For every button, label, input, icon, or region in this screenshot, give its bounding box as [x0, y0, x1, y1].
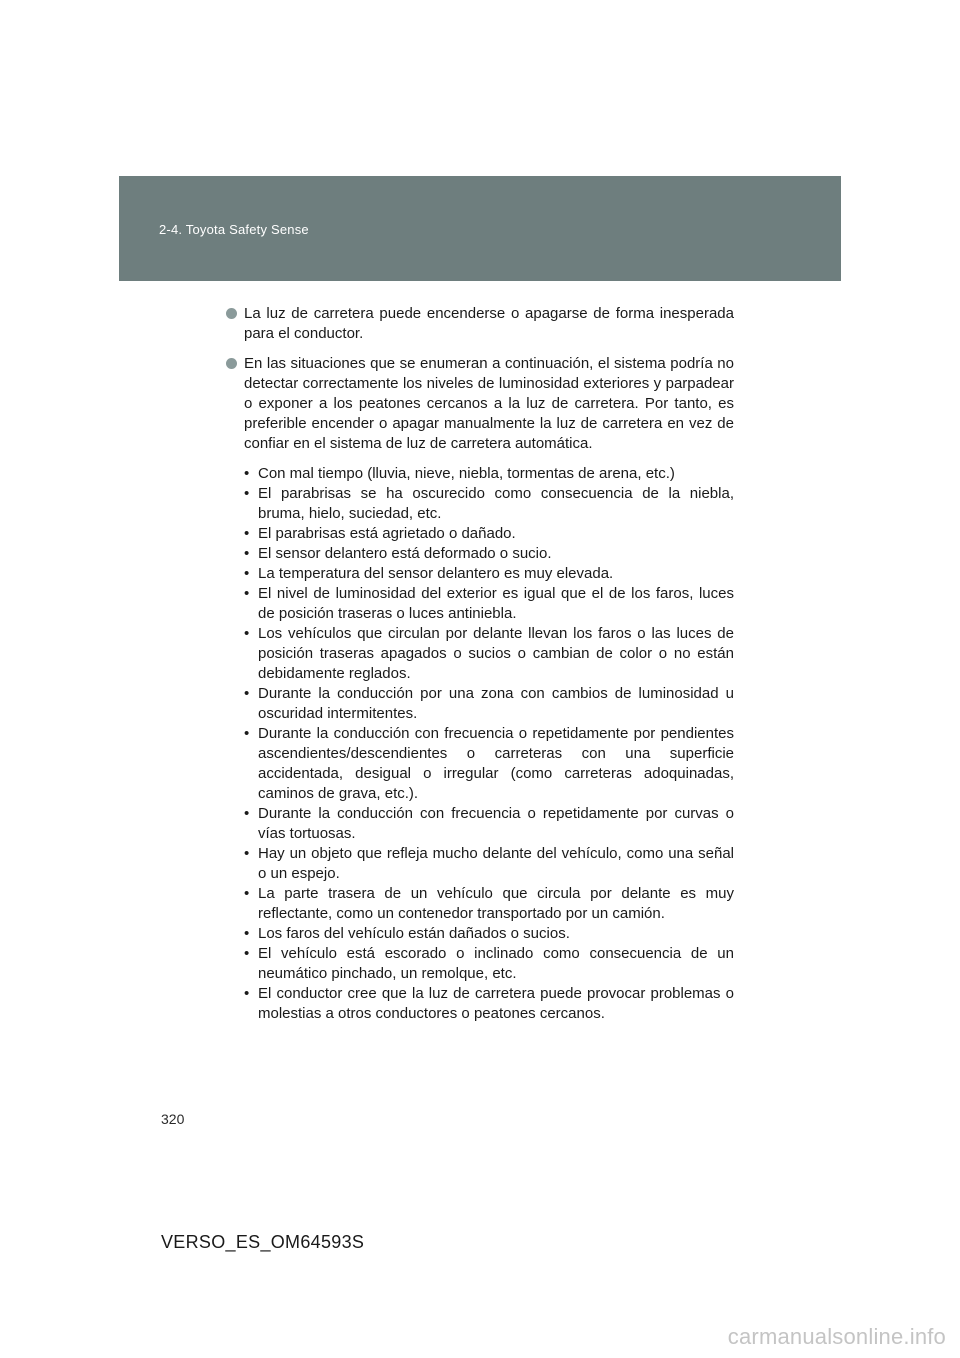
- list-marker: •: [244, 885, 250, 902]
- list-item-text: El sensor delantero está deformado o sucio.: [258, 545, 552, 562]
- list-item-text: El nivel de luminosidad del exterior es igual que el de los faros, luces de posición traseras o luces antiniebla.: [258, 585, 734, 622]
- list-item-text: El parabrisas se ha oscurecido como consecuencia de la niebla, bruma, hielo, suciedad, etc.: [258, 485, 734, 522]
- list-item: [244, 464, 734, 484]
- list-item-text: Hay un objeto que refleja mucho delante del vehículo, como una señal o un espejo.: [258, 845, 734, 882]
- bullet-dot-icon: [226, 358, 237, 369]
- bullet-item: [224, 304, 734, 344]
- list-marker: •: [244, 465, 250, 482]
- section-header-band: [119, 176, 841, 281]
- list-item: [244, 804, 734, 844]
- condition-list: [244, 464, 734, 1024]
- list-marker: •: [244, 565, 250, 582]
- list-item-text: El parabrisas está agrietado o dañado.: [258, 525, 516, 542]
- watermark: carmanualsonline.info: [727, 1324, 946, 1349]
- list-item: [244, 884, 734, 924]
- list-item-text: Durante la conducción con frecuencia o repetidamente por curvas o vías tortuosas.: [258, 805, 734, 842]
- list-marker: •: [244, 985, 250, 1002]
- list-item: [244, 944, 734, 984]
- list-marker: •: [244, 685, 250, 702]
- list-marker: •: [244, 545, 250, 562]
- list-item: [244, 544, 734, 564]
- list-marker: •: [244, 845, 250, 862]
- list-marker: •: [244, 625, 250, 642]
- list-item: [244, 844, 734, 884]
- bullet-item: [224, 354, 734, 454]
- list-item-text: Los faros del vehículo están dañados o sucios.: [258, 925, 570, 942]
- list-item-text: Los vehículos que circulan por delante llevan los faros o las luces de posición traseras apagados o sucios o cambian de color o no están debidamente reglados.: [258, 625, 734, 682]
- list-item-text: El conductor cree que la luz de carretera puede provocar problemas o molestias a otros conductores o peatones cercanos.: [258, 985, 734, 1022]
- list-item: [244, 984, 734, 1024]
- list-item: [244, 924, 734, 944]
- list-item: [244, 564, 734, 584]
- list-item-text: La temperatura del sensor delantero es muy elevada.: [258, 565, 614, 582]
- document-code: VERSO_ES_OM64593S: [161, 1232, 365, 1252]
- list-item: [244, 684, 734, 724]
- list-item: [244, 524, 734, 544]
- list-item-text: Con mal tiempo (lluvia, nieve, niebla, tormentas de arena, etc.): [258, 465, 675, 482]
- list-marker: •: [244, 525, 250, 542]
- bullet-text: En las situaciones que se enumeran a continuación, el sistema podría no detectar correctamente los niveles de luminosidad exteriores y parpadear o exponer a los peatones cercanos a la luz de carretera. Por tanto, es preferible encender o apagar manualmente la luz de carretera en vez de confiar en el sistema de luz de carretera automática.: [244, 355, 734, 452]
- page-number: 320: [161, 1111, 185, 1127]
- list-marker: •: [244, 485, 250, 502]
- list-item-text: El vehículo está escorado o inclinado como consecuencia de un neumático pinchado, un remolque, etc.: [258, 945, 734, 982]
- list-item-text: La parte trasera de un vehículo que circula por delante es muy reflectante, como un contenedor transportado por un camión.: [258, 885, 734, 922]
- bullet-text: La luz de carretera puede encenderse o apagarse de forma inesperada para el conductor.: [244, 305, 734, 342]
- list-marker: •: [244, 585, 250, 602]
- list-marker: •: [244, 945, 250, 962]
- list-marker: •: [244, 725, 250, 742]
- list-item: [244, 724, 734, 804]
- list-item-text: Durante la conducción por una zona con cambios de luminosidad u oscuridad intermitentes.: [258, 685, 734, 722]
- list-marker: •: [244, 805, 250, 822]
- list-item: [244, 484, 734, 524]
- bullet-dot-icon: [226, 308, 237, 319]
- list-item: [244, 624, 734, 684]
- list-marker: •: [244, 925, 250, 942]
- section-title: 2-4. Toyota Safety Sense: [159, 222, 309, 237]
- page-content: [224, 304, 734, 1024]
- list-item: [244, 584, 734, 624]
- list-item-text: Durante la conducción con frecuencia o repetidamente por pendientes ascendientes/descendientes o carreteras con una superficie accidentada, desigual o irregular (como carreteras adoquinadas, caminos de grava, etc.).: [258, 725, 734, 802]
